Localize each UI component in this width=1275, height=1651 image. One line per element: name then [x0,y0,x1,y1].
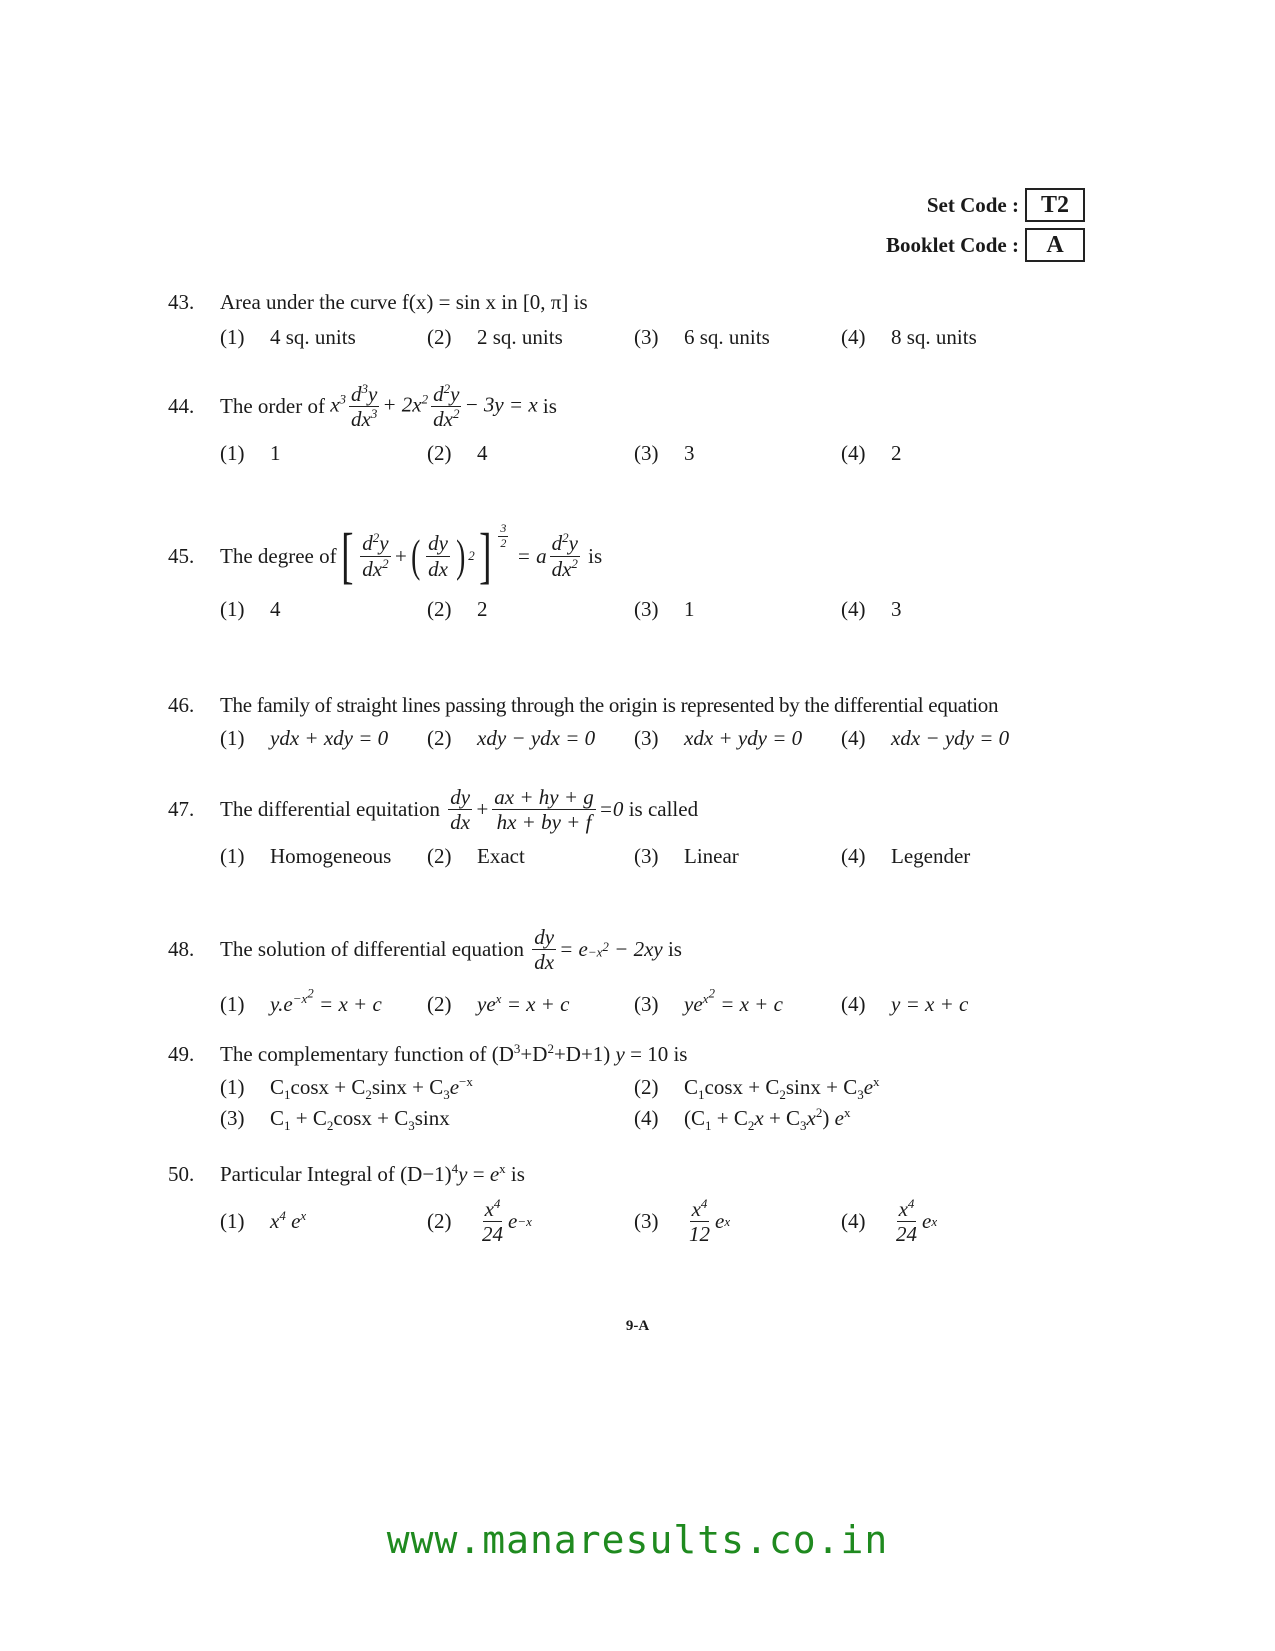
question-46 [168,693,1108,751]
option-number: (3) [220,1106,245,1130]
option-number: (1) [220,844,245,869]
option-2[interactable] [427,441,634,466]
exam-codes [886,188,1085,268]
option-text: Homogeneous [270,844,392,869]
question-text [220,520,603,590]
question-number: 48. [168,937,195,962]
option-text: Exact [477,844,525,869]
question-suffix: is [510,1162,525,1186]
question-text [220,382,557,431]
question-prefix: The solution of differential equation [220,937,525,962]
option-4[interactable] [634,1105,1048,1134]
formula-degree: [ $\frac{d^2y}{dx^2}$ + ( $\frac{dy}{dx}$ ) 2 ] $^{\frac{3}{2}}$ = a $\frac{d^2y}{dx^2}$ [340,520,578,590]
formula-pi: $(D-1)^4y = e^x$ [400,1161,506,1186]
option-2[interactable] [427,726,634,751]
option-text: 4 [270,597,281,621]
option-3[interactable] [634,441,841,466]
option-number: (1) [220,1075,245,1099]
option-number: (3) [634,325,659,349]
option-text: xdy − ydx = 0 [477,726,596,750]
question-number: 50. [168,1162,195,1186]
option-3[interactable] [634,1197,841,1246]
option-number: (4) [841,844,866,869]
option-4[interactable] [841,726,1048,751]
option-number: (3) [634,992,659,1017]
option-2[interactable] [427,597,634,622]
option-1[interactable] [220,1197,427,1246]
question-47 [168,785,1108,869]
option-formula: $\frac{x^4}{12}$ e x [689,1196,731,1247]
question-number: 45. [168,543,195,568]
question-text [220,1042,687,1067]
option-number: (4) [841,1209,866,1234]
question-45 [168,520,1108,622]
option-number: (1) [220,597,245,621]
option-formula: $C_1\cos x + C_2\sin x + C_3e^{-x}$ [270,1074,473,1103]
booklet-code-label: Booklet Code : [886,232,1019,257]
option-number: (3) [634,441,659,466]
option-formula: $x^4$ $e^x$ [270,1208,307,1234]
option-1[interactable] [220,1074,634,1103]
option-3[interactable] [634,844,841,869]
options [220,325,1108,350]
question-suffix: is called [628,797,699,822]
option-text: 2 [891,441,902,466]
option-text: Linear [684,844,739,869]
formula-de: $\frac{dy}{dx}$ + $\frac{ax + hy + g}{hx + by + f}$ =0 [450,785,624,835]
options [220,1074,1108,1134]
option-text: 2 sq. units [477,325,563,349]
question-suffix: is [542,394,557,419]
options [220,1197,1108,1246]
option-number: (1) [220,325,245,349]
formula-solution: $\frac{dy}{dx}$ = e $-x^2$ − 2xy [534,925,663,975]
option-text: Legender [891,844,971,869]
question-text [220,785,698,834]
option-number: (2) [427,726,452,750]
option-formula: $ye^x = x + c$ [477,991,570,1017]
option-text: 1 [684,597,695,621]
page-number: 9-A [625,1318,650,1334]
question-48 [168,925,1108,1017]
question-prefix: The order of [220,394,325,419]
question-number: 49. [168,1042,195,1066]
question-prefix: The complementary function of [220,1042,487,1066]
option-text: ydx + xdy = 0 [270,726,389,750]
option-formula: $\frac{x^4}{24}$ e x [896,1196,938,1247]
option-number: (3) [634,726,659,750]
option-3[interactable] [634,726,841,751]
option-text: 8 sq. units [891,325,977,349]
option-text: 4 [477,441,488,466]
options [220,985,1108,1017]
question-49 [168,1041,1108,1134]
question-suffix: is [588,543,603,568]
option-2[interactable] [427,325,634,350]
option-text: 3 [684,441,695,466]
question-50 [168,1162,1108,1246]
question-text: Area under the curve f(x) = sin x in [0, π] is [220,290,588,314]
set-code-label: Set Code : [926,192,1019,217]
question-suffix: is [673,1042,688,1066]
question-prefix: The degree of [220,543,337,568]
option-number: (4) [841,992,866,1017]
option-text: xdx + ydy = 0 [684,726,803,750]
option-4[interactable] [841,844,1048,869]
question-number: 43. [168,290,195,314]
option-1[interactable] [220,726,427,751]
option-3[interactable] [634,325,841,350]
option-number: (4) [841,597,866,621]
question-number: 47. [168,797,195,822]
option-text: 6 sq. units [684,325,770,349]
option-number: (1) [220,726,245,750]
option-2[interactable] [427,1197,634,1246]
option-4[interactable] [841,441,1048,466]
option-number: (2) [427,325,452,349]
option-formula: $(C_1 + C_2x + C_3x^2)$ $e^x$ [684,1105,851,1134]
question-number: 44. [168,394,195,419]
option-number: (2) [427,441,452,466]
option-2[interactable] [634,1074,1048,1103]
option-3[interactable] [634,985,841,1017]
booklet-code-row [886,228,1085,262]
question-prefix: The differential equitation [220,797,441,822]
option-formula: y = x + c [891,992,969,1017]
option-number: (2) [427,992,452,1017]
formula-cf: $(D^3+D^2+D+1) y = 10$ [491,1041,669,1066]
question-prefix: Particular Integral of [220,1162,395,1186]
option-number: (2) [427,844,452,869]
option-number: (4) [634,1106,659,1130]
option-number: (2) [427,597,452,621]
option-4[interactable] [841,992,1048,1017]
option-2[interactable] [427,844,634,869]
option-number: (3) [634,1209,659,1234]
option-4[interactable] [841,325,1048,350]
option-1[interactable] [220,325,427,350]
option-3[interactable] [634,597,841,622]
option-number: (2) [634,1075,659,1099]
question-44 [168,382,1108,466]
option-formula: $ye^{x^2} = x + c$ [684,985,783,1017]
option-text: xdx − ydy = 0 [891,726,1010,750]
option-1[interactable] [220,844,427,869]
option-2[interactable] [427,992,634,1017]
option-4[interactable] [841,1197,1048,1246]
question-43 [168,290,1108,350]
set-code-box: T2 [1025,188,1085,222]
option-1[interactable] [220,985,427,1017]
question-text: The family of straight lines passing through the origin is represented by the differential equation [220,693,999,717]
option-number: (4) [841,441,866,466]
option-formula: $y.e^{-x^2} = x + c$ [270,985,382,1017]
option-number: (4) [841,726,866,750]
option-1[interactable] [220,441,427,466]
option-text: 3 [891,597,902,621]
option-number: (4) [841,325,866,349]
option-4[interactable] [841,597,1048,622]
watermark-url: www.manaresults.co.in [386,1518,889,1562]
question-number: 46. [168,693,195,717]
option-number: (2) [427,1209,452,1234]
option-number: (3) [634,844,659,869]
options [220,597,1108,622]
option-number: (1) [220,1209,245,1234]
option-number: (1) [220,441,245,466]
option-formula: $C_1 + C_2\cos x + C_3\sin x$ [270,1106,450,1134]
option-formula: $\frac{x^4}{24}$ e −x [482,1196,532,1247]
option-formula: $C_1\cos x + C_2\sin x + C_3e^x$ [684,1074,880,1103]
option-3[interactable] [220,1106,634,1134]
options [220,844,1108,869]
question-suffix: is [667,937,682,962]
question-text [220,1162,525,1187]
option-1[interactable] [220,597,427,622]
question-text [220,925,682,974]
option-number: (1) [220,992,245,1017]
booklet-code-box: A [1025,228,1085,262]
option-number: (3) [634,597,659,621]
option-text: 4 sq. units [270,325,356,349]
option-text: 1 [270,441,281,466]
option-text: 2 [477,597,488,621]
set-code-row [886,188,1085,222]
options [220,441,1108,466]
formula-order: $x^3$ $\frac{d^3y}{dx^3}$ + $2x^2$ $\frac{d^2y}{dx^2}$ − 3y = x [330,381,538,432]
options [220,726,1108,751]
